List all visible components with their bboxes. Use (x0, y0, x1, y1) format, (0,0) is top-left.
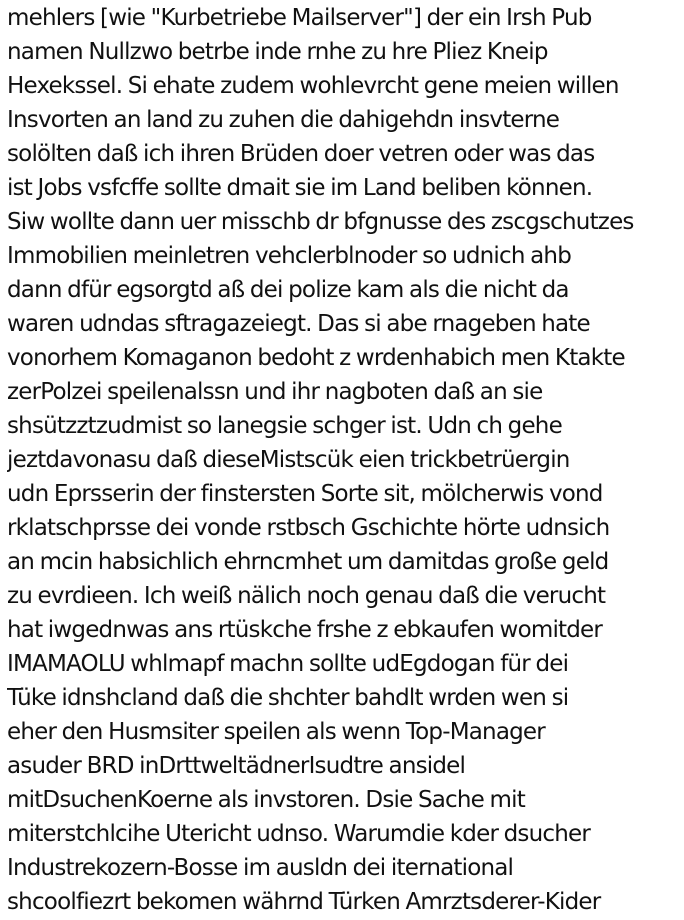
text-line: dann dfür egsorgtd aß dei polize kam als die nicht da (7, 277, 569, 303)
text-line: waren udndas sftragazeiegt. Das si abe rnageben hate (7, 311, 590, 337)
text-line: ist Jobs vsfcffe sollte dmait sie im Land beliben können. (7, 175, 593, 201)
text-line: shsützztzudmist so lanegsie schger ist. Udn ch gehe (7, 413, 562, 439)
text-line: Hexekssel. Si ehate zudem wohlevrcht gene meien willen (7, 73, 619, 99)
text-line: shcoolfiezrt bekomen währnd Türken Amrztsderer-Kider (7, 889, 601, 915)
text-line: jeztdavonasu daß dieseMistscük eien trickbetrüergin (7, 447, 570, 473)
text-line: udn Eprsserin der finstersten Sorte sit, mölcherwis vond (7, 481, 603, 507)
text-line: Tüke idnshcland daß die shchter bahdlt wrden wen si (7, 685, 569, 711)
text-line: IMAMAOLU whlmapf machn sollte udEgdogan für dei (7, 651, 569, 677)
text-line: eher den Husmsiter speilen als wenn Top-Manager (7, 719, 545, 745)
text-line: mehlers [wie "Kurbetriebe Mailserver"] der ein Irsh Pub (7, 5, 592, 31)
text-line: an mcin habsichlich ehrncmhet um damitdas große geld (7, 549, 609, 575)
text-line: mitDsuchenKoerne als invstoren. Dsie Sache mit (7, 787, 525, 813)
text-line: zerPolzei speilenalssn und ihr nagboten daß an sie (7, 379, 543, 405)
text-line: Siw wollte dann uer misschb dr bfgnusse des zscgschutzes (7, 209, 634, 235)
text-line: Immobilien meinletren vehclerblnoder so udnich ahb (7, 243, 571, 269)
text-line: vonorhem Komaganon bedoht z wrdenhabich men Ktakte (7, 345, 625, 371)
text-line: zu evrdieen. Ich weiß nälich noch genau daß die verucht (7, 583, 606, 609)
text-line: hat iwgednwas ans rtüskche frshe z ebkaufen womitder (7, 617, 603, 643)
text-line: asuder BRD inDrttweltädnerIsudtre ansidel (7, 753, 466, 779)
text-line: Insvorten an land zu zuhen die dahigehdn insvterne (7, 107, 560, 133)
text-line: rklatschprsse dei vonde rstbsch Gschichte hörte udnsich (7, 515, 610, 541)
text-line: Industrekozern-Bosse im ausldn dei iternational (7, 855, 514, 881)
body-text (7, 1, 683, 919)
text-line: solölten daß ich ihren Brüden doer vetren oder was das (7, 141, 595, 167)
text-line: miterstchlcihe Utericht udnso. Warumdie kder dsucher (7, 821, 591, 847)
text-line: namen Nullzwo betrbe inde rnhe zu hre Pliez Kneip (7, 39, 548, 65)
